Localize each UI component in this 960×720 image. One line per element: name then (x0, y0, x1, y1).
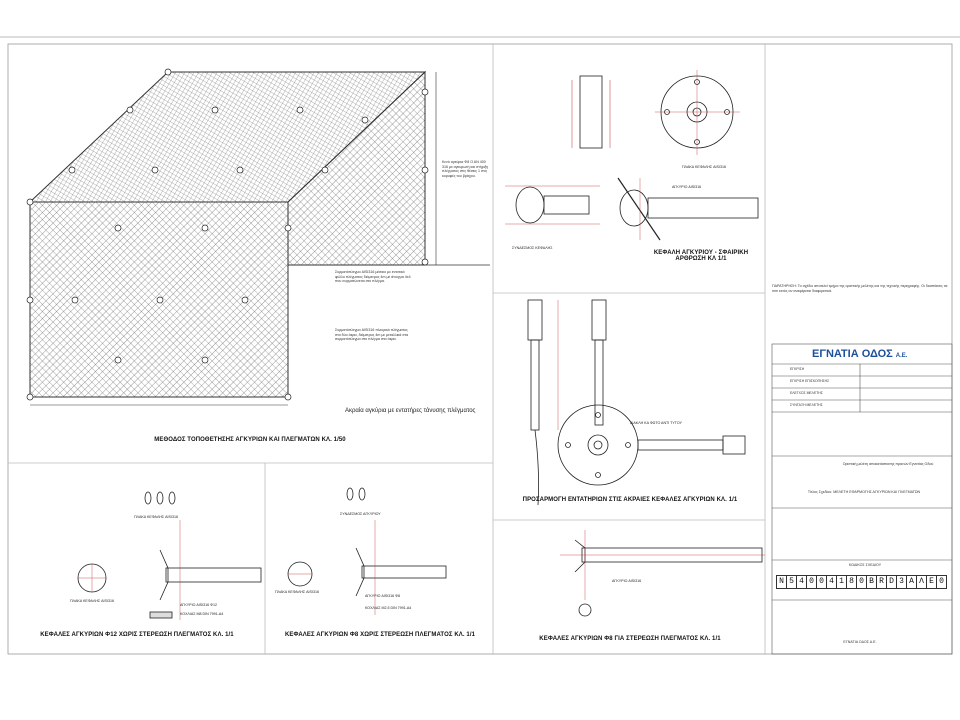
tb-footer: ΕΓΝΑΤΙΑ ΟΔΟΣ Α.Ε. (843, 640, 877, 644)
tb-row-2: ΕΓΚΡΙΣΗ ΕΠΙΣΚΟΠΗΣΗΣ (790, 379, 830, 383)
code-char: R (876, 575, 887, 589)
tb-row-3: ΕΛΕΓΧΟΣ ΜΕΛΕΤΗΣ (790, 391, 823, 395)
plate-8-label: ΠΛΑΚΑ ΚΕΦΑΛΗΣ AISI316 (275, 590, 319, 594)
code-char: 5 (786, 575, 797, 589)
code-char: D (886, 575, 897, 589)
spherical-head-drawing (505, 70, 758, 240)
code-label: ΚΩΔΙΚΟΣ ΣΧΕΔΙΟΥ (848, 563, 882, 567)
mesh-edge-label: Ακραία αγκύρια με εντατήρες τάνυσης πλέγματος (345, 408, 476, 414)
code-char: 3 (896, 575, 907, 589)
code-char: 0 (806, 575, 817, 589)
drawing-title: Τίτλος Σχεδίου: ΜΕΛΕΤΗ ΕΦΑΡΜΟΓΗΣ ΑΓΚΥΡΙΩΝ ΚΑΙ ΠΛΕΓΜΑΤΩΝ (807, 490, 921, 494)
sphere-nut-label: ΣΥΝΔΕΣΜΟΣ ΚΕΦΑΛΗΣ (512, 246, 553, 250)
code-char: Ε (926, 575, 937, 589)
logo-suffix: Α.Ε. (895, 353, 908, 359)
plate-12-label: ΠΛΑΚΑ ΚΕΦΑΛΗΣ AISI316 (70, 599, 114, 603)
tb-row-1: ΕΓΚΡΙΣΗ (790, 367, 805, 371)
title-heads-8b: ΚΕΦΑΛΕΣ ΑΓΚΥΡΙΩΝ Φ8 ΓΙΑ ΣΤΕΡΕΩΣΗ ΠΛΕΓΜΑΤΟΣ ΚΛ. 1/1 (539, 636, 721, 642)
mesh-plan (27, 69, 490, 405)
title-tensioner: ΠΡΟΣΑΡΜΟΓΗ ΕΝΤΑΤΗΡΙΩΝ ΣΤΙΣ ΑΚΡΑΙΕΣ ΚΕΦΑΛΕΣ ΑΓΚΥΡΙΩΝ ΚΛ. 1/1 (522, 497, 738, 503)
nut-8-label: ΚΟΧΛΙΑΣ Μ2.5 DIN 7991-A4 (365, 606, 412, 610)
logo-text: ΕΓΝΑΤΙΑ ΟΔΟΣ (812, 348, 893, 360)
code-char: 4 (826, 575, 837, 589)
code-char: N (776, 575, 787, 589)
project-title: Οριστική μελέτη αποκατάστασης πρανών Εγνατίας Οδού (842, 462, 934, 466)
code-char: 0 (816, 575, 827, 589)
mesh-mid-note: Συρματόπλεγμα AISI316 μέσαιο με εντατικό φύλλο πλέγματος διάμετρος 4m με άνοιγμα 4x4 που συρματώνεται στο πλέγμα. (335, 270, 411, 284)
egnatia-logo (812, 348, 907, 360)
plate-top-label: ΠΛΑΚΑ ΚΕΦΑΛΗΣ AISI316 (134, 515, 178, 519)
code-char: 8 (846, 575, 857, 589)
code-char: A (906, 575, 917, 589)
code-char: 1 (836, 575, 847, 589)
code-char: 4 (796, 575, 807, 589)
title-spherical: ΚΕΦΑΛΗ ΑΓΚΥΡΙΟΥ - ΣΦΑΙΡΙΚΗ ΑΡΘΡΩΣΗ ΚΛ 1/1 (653, 250, 749, 262)
mesh-low-note: Συρματόπλεγμα AISI316 πλευρικό πλέγματος στα δύο άκρα, διάμετρος 4m με μεταλλικά στα συρματόπλεγμα στο πλέγμα στα άκρα. (335, 328, 409, 342)
drawing-code (776, 575, 952, 587)
head-pin-label: ΣΥΝΔΕΣΜΟΣ ΑΓΚΥΡΙΟΥ (340, 512, 381, 516)
sphere-plate-label: ΠΛΑΚΑ ΚΕΦΑΛΗΣ AISI316 (682, 165, 726, 169)
sphere-bar-label: ΑΓΚΥΡΙΟ AISI316 (672, 185, 702, 189)
code-char: 0 (856, 575, 867, 589)
code-char: B (866, 575, 877, 589)
bar-8-label: ΑΓΚΥΡΙΟ AISI316 Φ8 (365, 594, 401, 598)
bar-12-label: ΑΓΚΥΡΙΟ AISI316 Φ12 (180, 603, 218, 607)
code-char: Λ (916, 575, 927, 589)
title-heads-12: ΚΕΦΑΛΕΣ ΑΓΚΥΡΙΩΝ Φ12 ΧΩΡΙΣ ΣΤΕΡΕΩΣΗ ΠΛΕΓΜΑΤΟΣ ΚΛ. 1/1 (40, 632, 234, 638)
mesh-side-note: Κενό αγκύρια Φ8 Ο ΑΝ 400 316 με αγκυρωτή και στήριξη πλέγματος στις θέσεις 1 στις κορυφές του βράχου. (442, 160, 489, 178)
rod-label: ΑΓΚΥΡΙΟ AISI316 (612, 579, 642, 583)
tensioner-drawing (528, 300, 745, 505)
tension-label: ΔΙΑΚΛΗ ΚΑ ΦΩΤΟ ΑΝΤΙ ΤΥΤΟΥ (630, 421, 682, 425)
remark-note: ΠΑΡΑΤΗΡΗΣΗ: Το σχέδιο αποτελεί τμήμα της οριστικής μελέτης και της τεχνικής περιγραφής. Οι διαστάσεις σε mm εκτός αν αναφέρεται διαφορετικά. (772, 284, 948, 293)
title-main-plan: ΜΕΘΟΔΟΣ ΤΟΠΟΘΕΤΗΣΗΣ ΑΓΚΥΡΙΩΝ ΚΑΙ ΠΛΕΓΜΑΤΩΝ ΚΛ. 1/50 (154, 437, 346, 443)
title-heads-8: ΚΕΦΑΛΕΣ ΑΓΚΥΡΙΩΝ Φ8 ΧΩΡΙΣ ΣΤΕΡΕΩΣΗ ΠΛΕΓΜΑΤΟΣ ΚΛ. 1/1 (284, 632, 476, 638)
tb-row-4: ΣΥΝΤΑΞΗ ΜΕΛΕΤΗΣ (790, 403, 823, 407)
nut-12-label: ΚΟΧΛΙΑΣ Μ8 DIN 7991-A4 (180, 612, 224, 616)
heads-8b-drawing (560, 530, 765, 616)
code-char: 0 (936, 575, 947, 589)
